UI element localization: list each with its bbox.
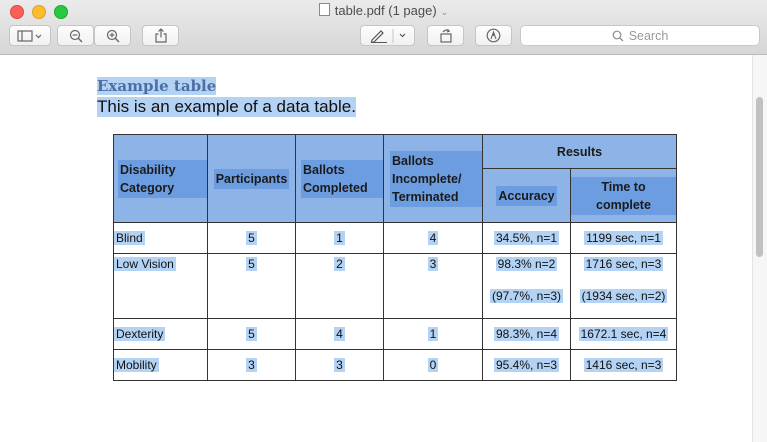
cell-category: Low Vision [114,254,208,319]
header-time-to-complete: Time to complete [571,169,677,223]
document-viewer[interactable] [0,55,767,442]
cell-incomplete: 4 [384,223,483,254]
rotate-icon [438,28,454,43]
cell-time: 1672.1 sec, n=4 [571,319,677,350]
window-title-text: table.pdf (1 page) [334,3,437,18]
cell-completed: 1 [296,223,384,254]
cell-participants: 5 [208,319,296,350]
header-ballots-incomplete: Ballots Incomplete/ Terminated [384,135,483,223]
markup-button[interactable] [360,25,415,46]
zoom-out-icon [69,29,83,43]
search-placeholder: Search [628,28,669,43]
zoom-in-button[interactable] [94,25,131,46]
table-row [114,350,677,381]
cell-accuracy: 98.3%, n=4 [483,319,571,350]
header-results: Results [483,135,677,169]
cell-category: Blind [114,223,208,254]
cell-category: Dexterity [114,319,208,350]
markup-toolbar-icon [486,28,501,43]
cell-incomplete: 3 [384,254,483,319]
cell-incomplete: 1 [384,319,483,350]
table-row [114,254,677,319]
cell-completed: 2 [296,254,384,319]
zoom-in-icon [106,29,120,43]
share-icon [155,28,167,43]
table-row [114,319,677,350]
pen-icon [370,29,410,43]
window-chrome [0,0,767,55]
document-subtitle: This is an example of a data table. [97,97,356,116]
sidebar-toggle-button[interactable] [9,25,51,46]
cell-participants: 5 [208,254,296,319]
cell-accuracy: 98.3% n=2 (97.7%, n=3) [483,254,571,319]
cell-participants: 5 [208,223,296,254]
annotate-button[interactable] [475,25,512,46]
scrollbar-thumb[interactable] [756,97,763,257]
data-table [113,134,677,381]
zoom-out-button[interactable] [57,25,94,46]
cell-accuracy: 34.5%, n=1 [483,223,571,254]
search-field[interactable] [520,25,760,46]
rotate-button[interactable] [427,25,464,46]
cell-accuracy: 95.4%, n=3 [483,350,571,381]
sidebar-icon [17,30,43,42]
cell-time: 1416 sec, n=3 [571,350,677,381]
header-participants: Participants [208,135,296,223]
window-title[interactable] [0,3,767,18]
pdf-file-icon [319,3,330,16]
vertical-scrollbar[interactable] [752,55,767,442]
cell-incomplete: 0 [384,350,483,381]
cell-time: 1716 sec, n=3 (1934 sec, n=2) [571,254,677,319]
cell-category: Mobility [114,350,208,381]
cell-completed: 4 [296,319,384,350]
cell-participants: 3 [208,350,296,381]
chevron-down-icon: ⌄ [440,7,449,17]
cell-time: 1199 sec, n=1 [571,223,677,254]
table-row [114,223,677,254]
share-button[interactable] [142,25,179,46]
header-ballots-completed: Ballots Completed [296,135,384,223]
header-accuracy: Accuracy [483,169,571,223]
search-icon [612,30,624,42]
header-disability-category: Disability Category [114,135,208,223]
cell-completed: 3 [296,350,384,381]
document-title: Example table [97,77,217,95]
